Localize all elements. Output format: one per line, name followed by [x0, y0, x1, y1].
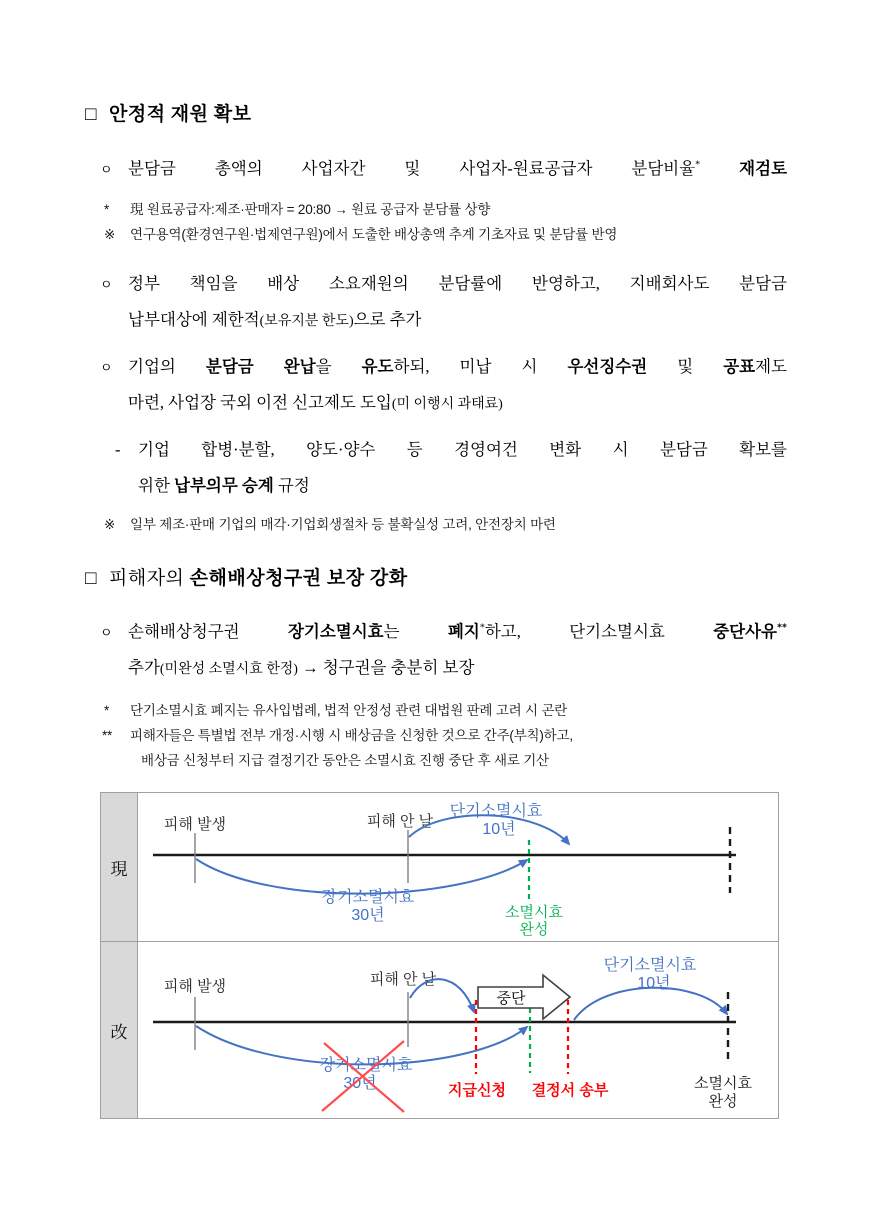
short-prescription-years: 10년 [637, 975, 671, 992]
long-prescription-label: 장기소멸시효 [319, 1057, 413, 1074]
bullet-line: 정부 책임을 배상 소요재원의 분담률에 반영하고, 지배회사도 분담금 [128, 274, 787, 293]
footnote-short-prescription [104, 699, 800, 719]
section-heading-stable-funding: □ 안정적 재원 확보 [85, 104, 252, 125]
diagram-row-revised [101, 941, 778, 1118]
short-prescription-arc [574, 988, 727, 1020]
bullet-line: 손해배상청구권 장기소멸시효는 폐지*하고, 단기소멸시효 중단사유** [128, 622, 787, 641]
diagram-row-current [101, 793, 778, 941]
bullet-line-continued: 추가(미완성 소멸시효 한정) → 청구권을 충분히 보장 [128, 658, 475, 677]
damage-known-label: 피해 안 날 [366, 813, 434, 830]
decision-label: 결정서 송부 [531, 1082, 609, 1099]
footnote-deemed-application [102, 724, 800, 744]
completion-label: 소멸시효 [505, 904, 563, 921]
subitem-line-continued: 위한 납부의무 승계 규정 [138, 476, 310, 495]
completion-label-2: 완성 [519, 921, 549, 936]
short-prescription-label: 단기소멸시효 [449, 803, 543, 820]
footnote-research [104, 223, 800, 243]
section-heading-victim-rights: □ 피해자의 손해배상청구권 보장 강화 [85, 568, 408, 589]
damage-occurred-label: 피해 발생 [163, 816, 227, 833]
abolition-cross-line-1 [324, 1043, 404, 1112]
footnote-marker: ※ [104, 517, 116, 532]
subitem-line: 기업 합병·분할, 양도·양수 등 경영여건 변화 시 분담금 확보를 [138, 440, 787, 459]
application-label: 지급신청 [448, 1082, 506, 1099]
footnote-text: 피해자들은 특별법 전부 개정·시행 시 배상금을 신청한 것으로 간주(부칙)하고, [130, 728, 573, 743]
dash-marker: - [115, 440, 121, 459]
damage-known-label: 피해 안 날 [369, 971, 437, 988]
diagram-canvas-revised [138, 942, 778, 1118]
bullet-marker: ㅇ [100, 162, 113, 177]
row-label-revised: 改 [101, 942, 138, 1118]
timeline-svg-current [138, 793, 778, 936]
footnote-marker: * [104, 202, 110, 217]
bullet-line-continued: 마련, 사업장 국외 이전 신고제도 도입(미 이행시 과태료) [128, 393, 503, 412]
footnote-current-ratio [104, 198, 800, 218]
footnote-marker: ** [102, 728, 113, 743]
bullet-line-continued: 납부대상에 제한적(보유지분 한도)으로 추가 [128, 310, 422, 329]
bullet-marker: ㅇ [100, 277, 113, 292]
footnote-text: 단기소멸시효 폐지는 유사입법례, 법적 안정성 관련 대법원 판례 고려 시 곤란 [130, 703, 568, 718]
long-prescription-label: 장기소멸시효 [321, 889, 415, 906]
subitem-merger-succession [115, 436, 787, 460]
suspension-label: 중단 [496, 990, 526, 1007]
prescription-timeline-diagram [100, 792, 779, 1119]
short-prescription-years: 10년 [482, 821, 516, 838]
footnote-text: 연구용역(환경연구원·법제연구원)에서 도출한 배상총액 추계 기초자료 및 분담률 반영 [130, 227, 618, 242]
new-completion-label-2: 완성 [708, 1093, 738, 1110]
bullet-line: 기업의 분담금 완납을 유도하되, 미납 시 우선징수권 및 공표제도 [128, 357, 787, 376]
footnote-marker: * [104, 703, 110, 718]
short-prescription-label: 단기소멸시효 [603, 957, 697, 974]
long-prescription-years: 30년 [343, 1075, 377, 1092]
footnote-text-continued: 배상금 신청부터 지급 결정기간 동안은 소멸시효 진행 중단 후 새로 기산 [141, 753, 549, 768]
footnote-text: 일부 제조·판매 기업의 매각·기업회생절차 등 불확실성 고려, 안전장치 마련 [130, 517, 556, 532]
damage-occurred-label: 피해 발생 [163, 978, 227, 995]
diagram-canvas-current [138, 793, 778, 941]
bullet-prescription-abolition [100, 618, 787, 642]
bullet-government-responsibility [100, 270, 787, 294]
footnote-safeguard [104, 513, 800, 533]
long-prescription-years: 30년 [351, 907, 385, 924]
bullet-marker: ㅇ [100, 625, 113, 640]
timeline-svg-revised [138, 942, 778, 1113]
footnote-text: 現 원료공급자:제조·판매자 = 20:80 → 원료 공급자 분담률 상향 [130, 202, 491, 217]
bullet-marker: ㅇ [100, 360, 113, 375]
bullet-full-payment [100, 353, 787, 377]
new-completion-label: 소멸시효 [694, 1075, 752, 1092]
row-label-current: 現 [101, 793, 138, 941]
footnote-marker: ※ [104, 227, 116, 242]
bullet-contribution-ratio [100, 155, 787, 179]
bullet-line: 분담금 총액의 사업자간 및 사업자-원료공급자 분담비율* 재검토 [128, 159, 788, 178]
